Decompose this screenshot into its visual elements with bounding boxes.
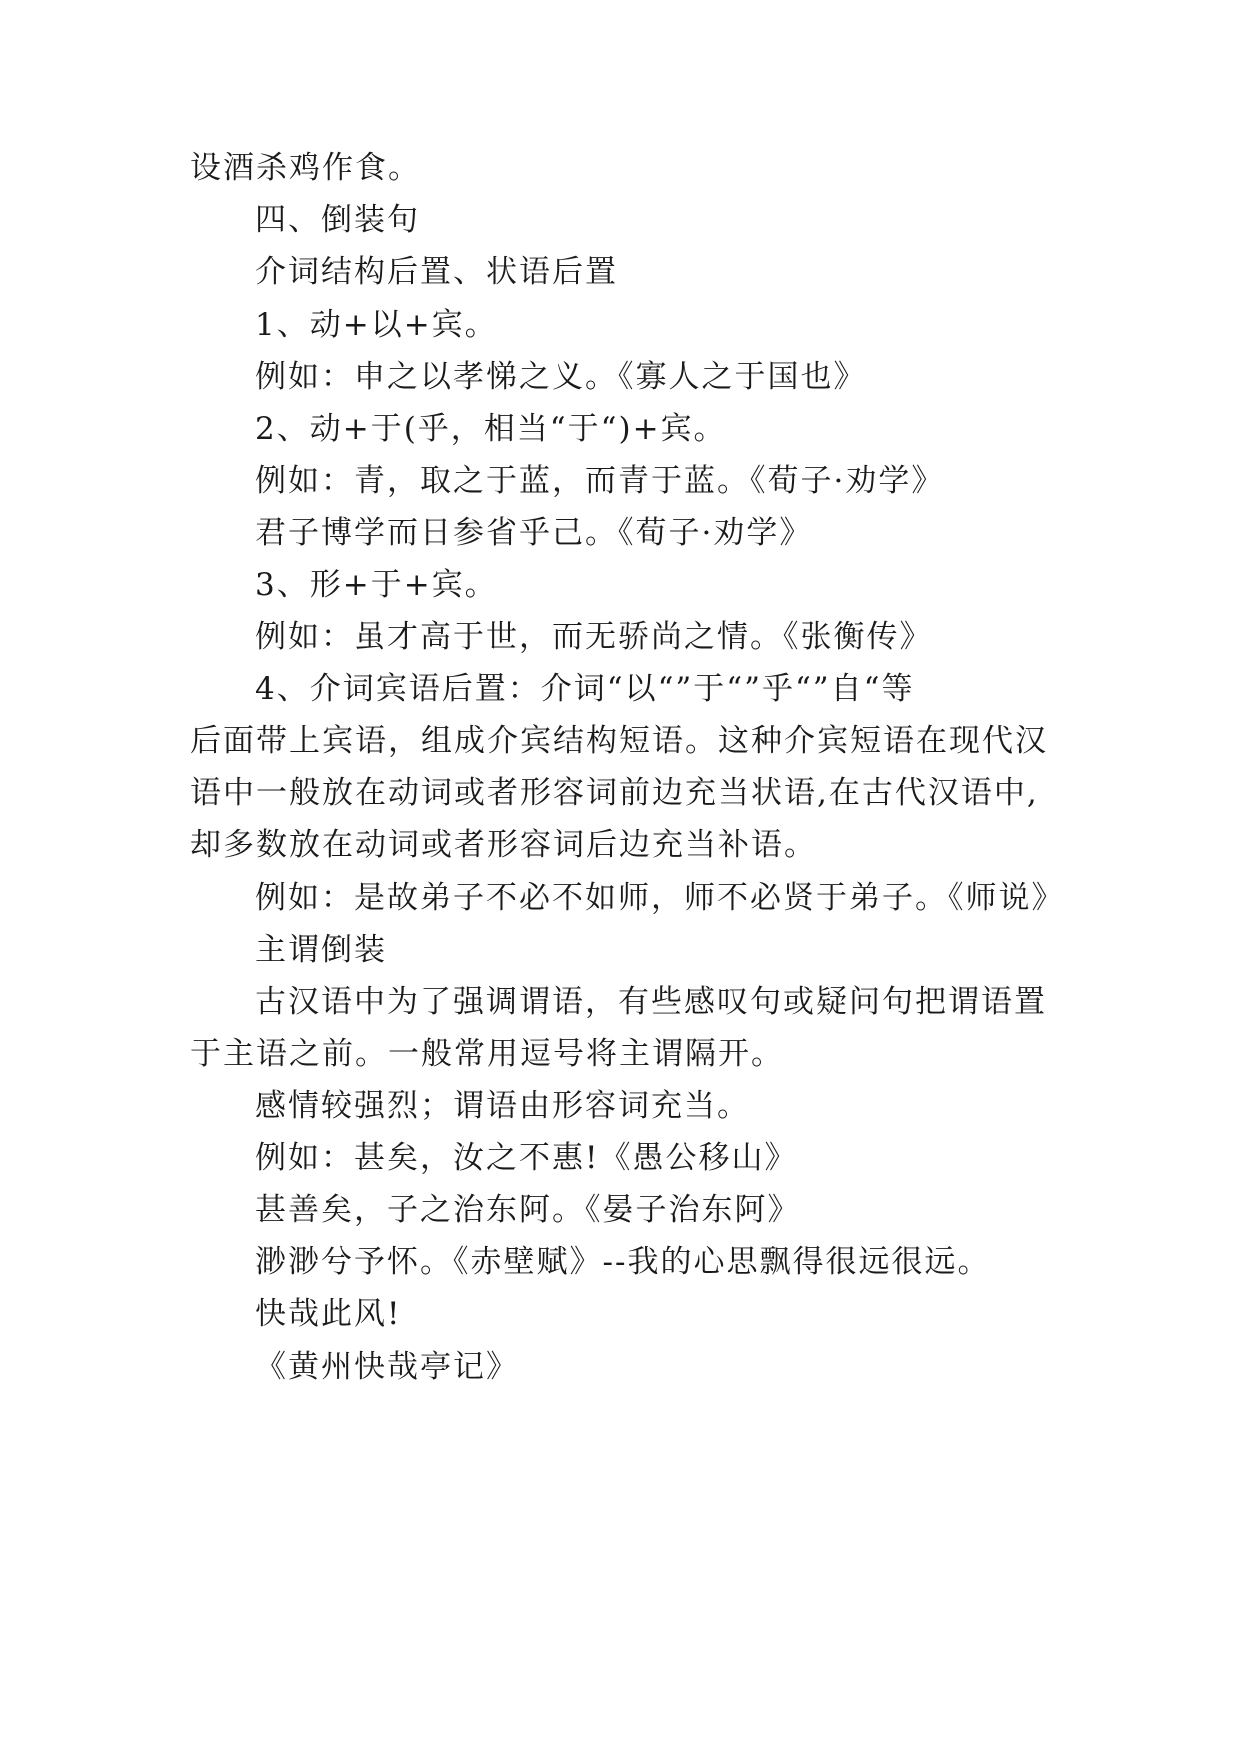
example-line: 例如：申之以孝悌之义。《寡人之于国也》	[255, 359, 867, 395]
section-heading: 四、倒装句	[255, 202, 420, 238]
rule-item: 3、形+于+宾。	[255, 567, 498, 603]
subsection-heading: 介词结构后置、状语后置	[255, 254, 618, 290]
rule-item: 4、介词宾语后置：介词“以“”于“”乎“”自“等	[255, 671, 915, 707]
text-line: 语中一般放在动词或者形容词前边充当状语,在古代汉语中,	[190, 775, 1039, 811]
text-line: 于主语之前。一般常用逗号将主谓隔开。	[190, 1036, 784, 1072]
text-line: 古汉语中为了强调谓语，有些感叹句或疑问句把谓语置	[255, 984, 1047, 1020]
citation-line: 《黄州快哉亭记》	[255, 1349, 519, 1385]
example-line: 例如：是故弟子不必不如师，师不必贤于弟子。《师说》	[255, 880, 1065, 916]
rule-item: 1、动+以+宾。	[255, 307, 498, 343]
example-line: 例如：甚矣，汝之不惠!《愚公移山》	[255, 1140, 798, 1176]
example-line: 快哉此风!	[255, 1296, 402, 1332]
text-line: 后面带上宾语，组成介宾结构短语。这种介宾短语在现代汉	[190, 723, 1048, 759]
text-line: 感情较强烈；谓语由形容词充当。	[255, 1088, 750, 1124]
example-line: 渺渺兮予怀。《赤壁赋》--我的心思飘得很远很远。	[255, 1244, 991, 1280]
subsection-heading: 主谓倒装	[255, 932, 387, 968]
example-line: 例如：虽才高于世，而无骄尚之情。《张衡传》	[255, 619, 933, 655]
rule-item: 2、动+于(乎，相当“于“)+宾。	[255, 411, 727, 447]
example-line: 例如：青，取之于蓝，而青于蓝。《荀子·劝学》	[255, 463, 945, 499]
example-line: 甚善矣，子之治东阿。《晏子治东阿》	[255, 1192, 801, 1228]
text-line: 却多数放在动词或者形容词后边充当补语。	[190, 827, 817, 863]
example-line: 君子博学而日参省乎己。《荀子·劝学》	[255, 515, 813, 551]
text-line: 设酒杀鸡作食。	[190, 150, 421, 186]
